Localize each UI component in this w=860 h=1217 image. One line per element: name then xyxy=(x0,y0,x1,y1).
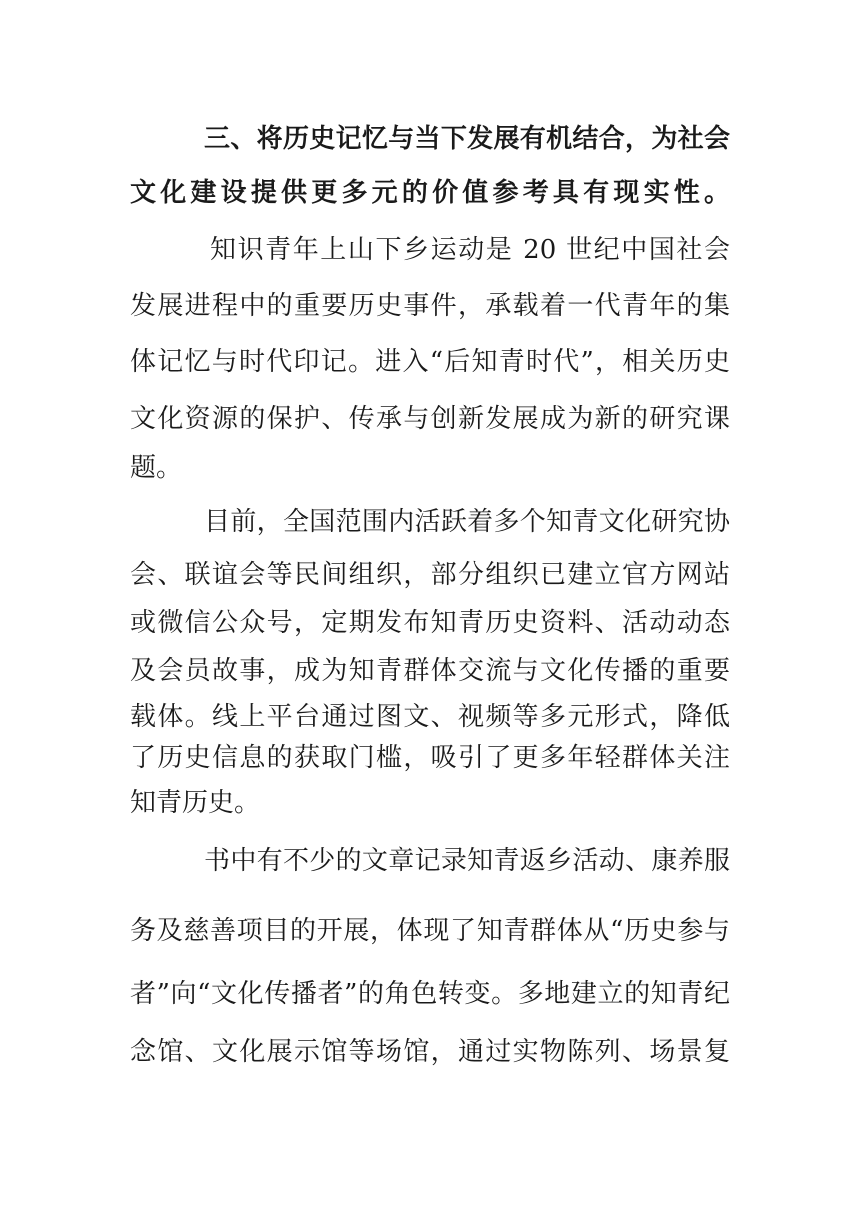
paragraph-3-line-1: 书中有不少的文章记录知青返乡活动、康养服 xyxy=(204,846,730,876)
paragraph-2-line-5: 载体。线上平台通过图文、视频等多元形式，降低 xyxy=(130,702,730,732)
paragraph-2-line-1: 目前，全国范围内活跃着多个知青文化研究协 xyxy=(204,507,730,537)
paragraph-2-line-6: 了历史信息的获取门槛，吸引了更多年轻群体关注 xyxy=(130,743,730,773)
paragraph-3-line-3: 者”向“文化传播者”的角色转变。多地建立的知青纪 xyxy=(130,979,730,1009)
paragraph-2-line-3: 或微信公众号，定期发布知青历史资料、活动动态 xyxy=(130,608,730,638)
paragraph-1-line-3: 体记忆与时代印记。进入“后知青时代”，相关历史 xyxy=(130,347,730,377)
paragraph-3-line-4: 念馆、文化展示馆等场馆，通过实物陈列、场景复 xyxy=(130,1037,730,1067)
paragraph-1-line-2: 发展进程中的重要历史事件，承载着一代青年的集 xyxy=(130,291,730,321)
heading-line-2: 文化建设提供更多元的价值参考具有现实性。 xyxy=(130,178,730,208)
paragraph-3-line-2: 务及慈善项目的开展，体现了知青群体从“历史参与 xyxy=(130,916,730,946)
paragraph-2-line-2: 会、联谊会等民间组织，部分组织已建立官方网站 xyxy=(130,560,730,590)
paragraph-2-line-4: 及会员故事，成为知青群体交流与文化传播的重要 xyxy=(130,656,730,686)
heading-line-1: 三、将历史记忆与当下发展有机结合，为社会 xyxy=(204,124,730,154)
paragraph-1-line-4: 文化资源的保护、传承与创新发展成为新的研究课 xyxy=(130,404,730,434)
paragraph-1-line-5: 题。 xyxy=(130,453,183,483)
paragraph-1-line-1: 知识青年上山下乡运动是 20 世纪中国社会 xyxy=(210,235,730,265)
paragraph-2-line-7: 知青历史。 xyxy=(130,788,261,818)
